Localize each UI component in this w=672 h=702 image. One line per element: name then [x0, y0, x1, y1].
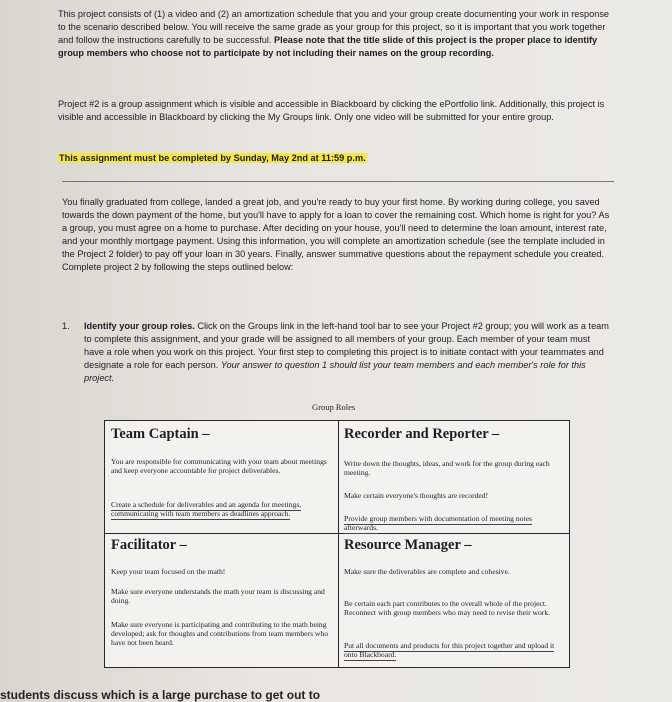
question-instruction: Your answer to question 1 should list your team members and each member's role for this project.: [84, 360, 586, 383]
table-caption: Group Roles: [312, 402, 356, 412]
scenario-paragraph: You finally graduated from college, landed a great job, and you're ready to buy your first home. By working during college, you saved towards the down payment of the home, but you'll have to apply for a loan to cover the remaining cost. Which home is right for you? As a group, you must agree on a home to purchase. After deciding on your house, you'll need to determine the loan amount, interest rate, and your monthly mortgage payment. Using this information, you will complete an amortization schedule (see the template included in the Project 2 folder) to pay off your loan in 30 years. Finally, answer summative questions about the repayment schedule you created. Complete project 2 by following the steps outlined below:: [62, 197, 610, 272]
facilitator-duty-1: Keep your team focused on the math!: [111, 567, 226, 576]
resource-manager-title: Resource Manager –: [344, 537, 472, 553]
team-captain-title: Team Captain –: [111, 426, 210, 442]
section-divider: [62, 181, 614, 182]
deadline-line: [58, 152, 367, 165]
facilitator-duty-3: Make sure everyone is participating and contributing to the math being developed; ask for thoughts and contributions from team members who have not been heard.: [111, 620, 329, 647]
question-body: Identify your group roles. Click on the Groups link in the left-hand tool bar to see your Project #2 group; you will work as a team to complete this assignment, and your grade will be assigned to all members of your group. Each member of your team must have a role when you work on this project. Your first step to completing this project is to initiate contact with your teammates and designate a role for each person. Your answer to question 1 should list your team members and each member's role for this project.: [84, 321, 609, 383]
team-captain-duty-1: You are responsible for communicating with your team about meetings and keep everyone accountable for project deliverables.: [111, 457, 327, 475]
recorder-duty-1: Write down the thoughts, ideas, and work for the group during each meeting.: [344, 459, 550, 477]
group-assignment-paragraph: Project #2 is a group assignment which is visible and accessible in Blackboard by clicking the ePortfolio link. Additionally, this project is visible and accessible in Blackboard by clicking the My Groups link. Only one video will be submitted for your entire group.: [58, 99, 605, 122]
recorder-duty-2: Make certain everyone's thoughts are recorded!: [344, 491, 489, 500]
cut-off-text: students discuss which is a large purchase to get out to: [0, 688, 321, 702]
question-heading: Identify your group roles.: [84, 321, 195, 331]
group-roles-table: [104, 420, 570, 668]
team-captain-duty-2: Create a schedule for deliverables and an agenda for meetings, communicating with team members as deadlines approach.: [111, 500, 302, 518]
facilitator-duty-2: Make sure everyone understands the math your team is discussing and doing.: [111, 587, 325, 605]
recorder-title: Recorder and Reporter –: [344, 426, 500, 442]
resource-manager-duty-2: Be certain each part contributes to the overall whole of the project. Reconnect with group members who may need to revise their work.: [344, 599, 551, 617]
table-divider-horizontal: [105, 533, 569, 534]
deadline-highlight: This assignment must be completed by Sunday, May 2nd at 11:59 p.m.: [59, 153, 366, 163]
recorder-duty-3: Provide group members with documentation of meeting notes afterwards.: [344, 514, 532, 532]
resource-manager-duty-3: Put all documents and products for this project together and upload it onto Blackboard.: [344, 641, 555, 659]
facilitator-title: Facilitator –: [111, 537, 187, 553]
question-1: [62, 320, 612, 385]
intro-paragraph: This project consists of (1) a video and (2) an amortization schedule that you and your group create documenting your work in response to the scenario described below. You will receive the same grade as your group for this project, so it is important that you work together and follow the instructions carefully to be successful. Please note that the title slide of this project is the proper place to identify group members who choose not to participate by not including their names on the group recording.: [58, 9, 610, 58]
resource-manager-duty-1: Make sure the deliverables are complete and cohesive.: [344, 567, 510, 576]
question-number: 1.: [62, 321, 70, 331]
table-divider-vertical: [338, 421, 339, 667]
